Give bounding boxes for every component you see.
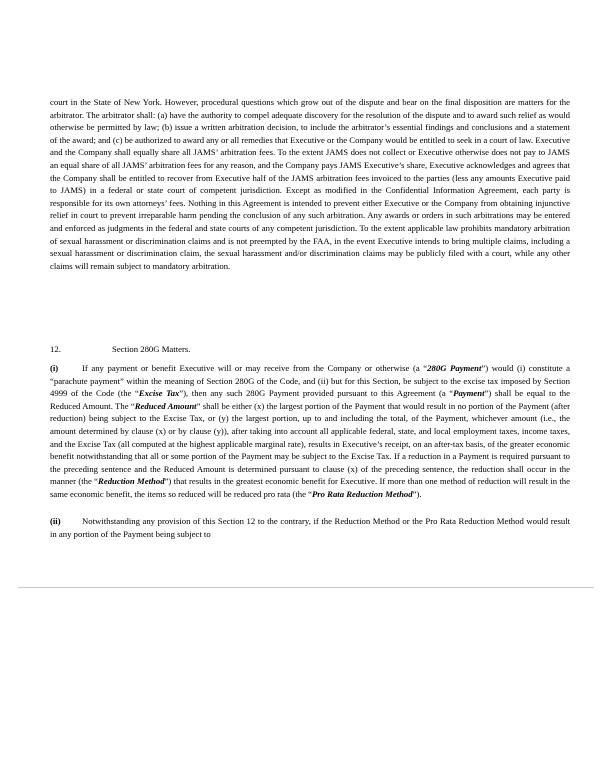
text-run: ”) would (i) constitute a “parachute payment” within the meaning of Section 280G of the Code, and (ii) but for this Section, be subject to the excise tax imposed by Section 4999 of the Code (the “	[50, 363, 571, 399]
defined-term-pro-rata-reduction-method: Pro Rata Reduction Method	[311, 488, 413, 499]
defined-term-reduction-method: Reduction Method	[98, 476, 165, 487]
text-run: ”) that results in the greatest economic benefit for Executive. If more than one method of reduction will result in the same economic benefit, the items so reduced will be reduced pro rata (the “	[50, 476, 570, 499]
defined-term-reduced-amount: Reduced Amount	[134, 400, 197, 411]
text-run: ”) shall be equal to the Reduced Amount. The “	[50, 388, 570, 411]
text-run: ” shall be either (x) the largest portion of the Payment that would result in no portion of the Payment (after reduction) being subject to the Excise Tax, or (y) the largest portion, up to and including the total, of the Payment, whichever amount (i.e., the amount determined by clause (x) or by clause (y)), after taking into account all applicable federal, state, and local employment taxes, income taxes, and the Excise Tax (all computed at the highest applicable marginal rate), results in Executive’s receipt, on an after-tax basis, of the greater economic benefit notwithstanding that all or some portion of the Payment may be subject to the Excise Tax. If a reduction in a Payment is required pursuant to the preceding sentence and the Reduced Amount is determined pursuant to clause (x) of the preceding sentence, the reduction shall occur in the manner (the “	[50, 400, 570, 487]
text-run: ”).	[412, 488, 422, 499]
section-number: 12.	[50, 344, 61, 354]
section-title: Section 280G Matters.	[112, 344, 191, 354]
paragraph-marker-i: (i)	[50, 363, 59, 373]
text-run: If any payment or benefit Executive will or may receive from the Company or otherwise (a “	[82, 363, 428, 373]
paragraph-i	[50, 362, 570, 501]
defined-term-excise-tax: Excise Tax	[138, 388, 180, 399]
text-run: ”), then any such 280G Payment provided pursuant to this Agreement (a “	[179, 388, 454, 399]
defined-term-280g-payment: 280G Payment	[427, 363, 482, 373]
text-run: Notwithstanding any provision of this Section 12 to the contrary, if the Reduction Method or the Pro Rata Reduction Method would result in any portion of the Payment being subject to	[50, 516, 570, 539]
paragraph-marker-ii: (ii)	[50, 516, 61, 526]
section-heading	[50, 343, 190, 356]
arbitration-paragraph: court in the State of New York. However, procedural questions which grow out of the dispute and bear on the final disposition are matters for the arbitrator. The arbitrator shall: (a) have the authority to compel adequate discovery for the resolution of the dispute and to award such relief as would otherwise be permitted by law; (b) issue a written arbitration decision, to include the arbitrator’s essential findings and conclusions and a statement of the award; and (c) be authorized to award any or all remedies that Executive or the Company would be entitled to seek in a court of law. Executive and the Company shall equally share all JAMS’ arbitration fees. To the extent JAMS does not collect or Executive otherwise does not pay to JAMS an equal share of all JAMS’ arbitration fees for any reason, and the Company pays JAMS Executive’s share, Executive acknowledges and agrees that the Company shall be entitled to recover from Executive half of the JAMS arbitration fees invoiced to the parties (less any amounts Executive paid to JAMS) in a federal or state court of competent jurisdiction. Except as modified in the Confidential Information Agreement, each party is responsible for its own attorneys’ fees. Nothing in this Agreement is intended to prevent either Executive or the Company from obtaining injunctive relief in court to prevent irreparable harm pending the conclusion of any such arbitration. Any awards or orders in such arbitrations may be entered and enforced as judgments in the federal and state courts of any competent jurisdiction. To the extent applicable law prohibits mandatory arbitration of sexual harassment or discrimination claims and is not preempted by the FAA, in the event Executive intends to bring multiple claims, including a sexual harassment or discrimination claim, the sexual harassment and/or discrimination claims may be publicly filed with a court, while any other claims will remain subject to mandatory arbitration.	[50, 97, 570, 271]
defined-term-payment: Payment	[453, 388, 485, 399]
page-divider	[18, 587, 594, 588]
paragraph-ii	[50, 515, 570, 540]
